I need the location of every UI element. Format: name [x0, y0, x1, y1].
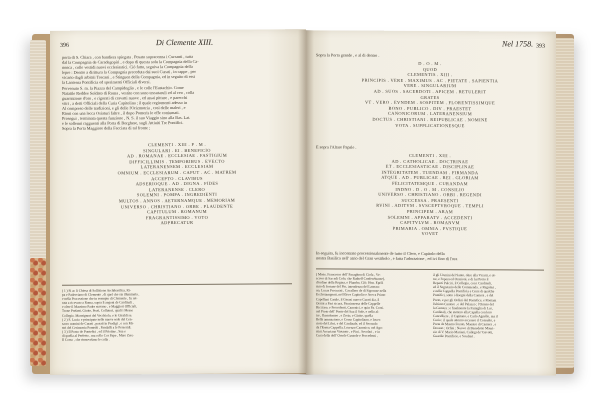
- left-intro-text: [62, 53, 292, 137]
- text-line: Pervenuto S. m. la Piazza del Campidoglio , e le colle l'Eustachio. Come: [62, 84, 184, 91]
- footnote-line: Guardie Pontificie, e Scudieri .: [433, 334, 475, 339]
- inscription-line: ET . ECCLESIASTICAE . DISCIPLINAE: [385, 163, 475, 170]
- right-footnotes-column-2: [433, 273, 544, 346]
- footnote-line: Decano ; Orfini ; Nuovo di Benedetto Mauri-: [433, 326, 495, 331]
- inscription-line: AD . SUOS . SACERDOTI . APICEM . RETULERIT: [373, 88, 487, 95]
- footnote-line: e nella Cappella Pontificia e Corsi di qualche: [433, 289, 495, 294]
- footnote-line: d'ordine della Regina, e Plumbo, Cifr. Hon. Eprili: [316, 280, 384, 285]
- inscription-line: MULTOS . ANNOS . AETERNAMQUE . MEMORIAM: [118, 197, 236, 204]
- right-footnotes: [316, 272, 544, 345]
- text-line: dal la Compagnia de Caradegopiri , e dopo di questa solu la Compagnia della Ca-: [62, 58, 199, 65]
- footnote-line: ( 1 ) Si ac li Chiesa di Sollizione Archibasilica, Ri-: [62, 288, 131, 293]
- inscription-line: D . O . M .: [418, 60, 442, 67]
- text-line: In-seguita, fu incontrato processionalmente de tutto il Clero, e Capitolo della: [316, 250, 445, 257]
- footnote-line: di quella al Perfetto , ma collo Cor Pape , Mare Zero: [62, 333, 134, 338]
- footnote-line: tre, e l'opera ed Orazioni, e di lui Proto il: [433, 277, 489, 282]
- inscription-line: CAPITVLVM . ROMANVM: [400, 219, 460, 226]
- text-line: e le sollenni ragguenti alla Porta di Borghese, sugli Attiuiti Tre Pontifici.: [62, 120, 184, 127]
- inscription-line: CANONICORUM . LATERANENSIUM: [387, 111, 473, 117]
- inscription-line: RVINI . ADITVM . SVSCEPTVROQUE . TEMPLI: [376, 203, 484, 209]
- footnote-line: Collegio. Monsignori del Vecchiolo, e lo Giraldi se.: [62, 312, 133, 318]
- inscription-line: BONO . PUBLICO . DIV . PRAESTET: [388, 105, 472, 111]
- inscription-line: INTEGRITATEM . TUENDAM . FIRMANDA: [381, 169, 479, 176]
- inscription-line: CLEMENTIS . XIII .: [407, 72, 453, 78]
- footnote-line: no, Lucas Procurati , Cavallero de di Sigorone nella: [316, 288, 387, 294]
- inscription-line: SOLEMNI . POMPA . INGREDIENTI: [136, 192, 218, 198]
- marbled-endpaper: [30, 258, 46, 366]
- inscription-line: FRAGRANTISSIMO . VOTO: [145, 214, 209, 220]
- inscription-line: FELICITATEMQUE . CURANDAM: [392, 180, 468, 187]
- footnote-line: sino di fortune del Pio, intendenza del Lateran-: [316, 284, 380, 290]
- text-line: vicario dagli arbitrii Toscani , e Stinguen della Compagnia, ed in seguito di essi: [62, 74, 196, 81]
- inscription-line: AD . CATHOLICAE . DOCTRINAE: [391, 158, 469, 164]
- footnote-line: il gli Uomini del Santo, oltre alla Vicarii, e ol-: [433, 273, 496, 278]
- text-line: porta di S. Chiara , con bandiera spiegata . Posato sopracenna i Curranti , tutta: [62, 53, 193, 60]
- inscription-line: OMNIUM . ECCLESIARUM . CAPUT . AC . MATREM: [117, 169, 237, 176]
- inscription-line: LATERANENSE . CLERO: [148, 186, 206, 192]
- footnote-line: Reparti Pulciri, il Collegio, con i Cardinali,: [433, 281, 492, 286]
- text-line: Natatile Reddee Soldato di Roma , vestito con sono tessutaruli ed al veo , colla: [62, 89, 195, 96]
- inscription-line: DOCTUS . CHRISTIANI . REIPUBLICAE . NOMINE: [372, 116, 488, 123]
- footnote-line: Curia ; il quale attorno accesero il Consulto, e: [433, 318, 496, 323]
- right-closing-text: [316, 250, 544, 265]
- footnote-line: stini Arcuriana Vietanto , e Pini , Secolari , e in: [316, 329, 380, 335]
- footnote-line: e oltre il Massimo Padre stavano , e Maggiori Officiali,: [62, 304, 137, 310]
- text-line: Al compreso delle tradizioni, e gli delle l'Orizmotria , così delle maleri , e: [62, 104, 186, 111]
- text-line: nostra Basilica nell' atrio del Gran vestibolo , e fatta l'adorazione , ed ivi fino di l'ora: [316, 255, 458, 262]
- left-page-number: 396: [60, 42, 69, 49]
- footnote-line: ( Mons. Francesco dell' Pacaghon di Ciola , Ve-: [316, 272, 381, 277]
- left-inscription: [70, 141, 284, 232]
- footnote-line: sacro uomini de Curati , posati in Prodigi , e con Mi-: [62, 321, 134, 326]
- footnote-rule: [62, 283, 292, 285]
- inscription-line: QUOD: [422, 66, 438, 72]
- right-mid-line: [316, 144, 544, 152]
- left-footnotes: [62, 287, 292, 349]
- footnote-line: Cardinali, che stettero alla Capella con loro: [433, 309, 492, 315]
- footnote-line: rata a ricevuto a Roma, sopra li aegoni de Cardinali ,: [62, 300, 134, 306]
- footnote-line: Ricciaro, e Precedenti, Canonici, e quin Pa. Corsi.: [316, 305, 384, 310]
- mid-line-text: E sopra l'Altare Papale .: [316, 144, 357, 150]
- inscription-line: LATERANENSEM . ECCLESIAM: [140, 164, 214, 170]
- left-running-head: Di Clemente XIII.: [156, 37, 214, 48]
- right-footnotes-column-1: [316, 272, 427, 345]
- footnote-line: Il Corso , che rinnovelano le colla .: [62, 337, 110, 342]
- inscription-line: PRIMARIA . OMNIA . FVSTIQUE: [392, 225, 468, 231]
- footnote-line: la Camera ; e finalmente la Famiglia di Lui ,: [433, 305, 494, 311]
- footnote-line: Porta de Mastro Forato, Maestro di Camera , e: [433, 322, 497, 327]
- inscription-line: GRATES: [420, 94, 440, 100]
- right-inscription-two: [320, 152, 540, 247]
- inscription-line: SUCCESSA . PRAESENTI: [401, 197, 459, 203]
- inscription-line: SINGULARI . EI . BENEFICIO: [143, 147, 211, 153]
- footnote-line: l'ultimo Cantore , e del Palazzo ; l'Orsino del: [433, 301, 494, 306]
- inscription-line: VOTA . SUPPLICATIONESQUE: [395, 122, 465, 128]
- text-line: Rioni con una lecca Osiaturi faltre , il dopo Pomeris le effe coniumati.: [62, 110, 180, 116]
- text-line: vitri , a detti Officiali della Curia Capitolina ; il quale regiomenti adesso in: [62, 99, 188, 106]
- right-inscription-one: [320, 60, 540, 141]
- text-line: guarnizione d'oro , e rigorati di cravatti nuove , ed assai pitture , e parecchi: [62, 94, 188, 101]
- inscription-line: CLEMENTI . XIII .: [408, 152, 452, 159]
- book-gutter: [298, 30, 314, 375]
- right-page: [306, 30, 556, 375]
- footnote-rule-right: [316, 268, 544, 270]
- text-line: Sopra la Porta grande , e al di dentro .: [316, 52, 380, 58]
- text-line: Sopra la Porta Maggiore della Facciata di tal fronte ;: [62, 125, 151, 132]
- footnote-line: Pontifici, sotto i disegni della Camera , e del: [433, 293, 494, 298]
- inscription-line: CAPITULUM . ROMANUM: [147, 208, 207, 215]
- inscription-line: SOLEMNI . APPARATV . ACCEDENTI: [387, 214, 473, 220]
- inscription-line: UNIVERSO . CHRISTIANO . ORBE . PLAUDENTE: [120, 203, 234, 209]
- inscription-line: VOVET: [421, 231, 439, 237]
- footnote-line: Trone Prefatti, Gioite, Proti, Collutori, quali i Messe: [62, 308, 133, 314]
- text-line: lepre : Dentro a dirittura la Compagnia preceduta dai suoi Curati , in cappe , per: [62, 69, 196, 76]
- inscription-line: PRINCIPIS . VERE . MAXIMUS . AC . PIETATE . SAPIENTIA: [361, 77, 499, 84]
- footnote-line: ed il Segretario delle Commenda , e Regolari ,: [433, 285, 496, 290]
- inscription-line: ATQUE . AD . PUBLICAE . REI . GLORIAM: [381, 175, 479, 181]
- footnote-line: ( 2 ) S. Lucio e principate nelle nuove sede del Cen-: [62, 316, 133, 322]
- footnote-line: Porto, e per gli Ordini dal Pontefice, e Romani: [433, 297, 497, 302]
- right-running-head: Nel 1758.: [502, 39, 534, 49]
- inscription-line: PRINCIPEM . ARAM: [406, 208, 454, 215]
- footnote-line: tre , Bartolomeo , e Zerio, e Gioite, quella: [316, 313, 373, 318]
- footnote-line: scovo di Sar ndi Colo, che Ruthelf Conferebuone),: [316, 276, 385, 281]
- footnote-line: Cura della dell' Orsole Custode e Procedenti ,: [316, 333, 378, 339]
- footnote-line: pa e Paderviano di Clemente , di quel che sia illuminata ,: [62, 292, 140, 297]
- footnote-line: e nella Processione che in esempio di Clemente , fu ret-: [62, 296, 138, 301]
- footnote-line: Ecclesiamgenti, nel Eleve Capitolio e Aveva Primo: [316, 292, 386, 298]
- inscription-line: CLEMENTI . XIII . P . M .: [147, 141, 206, 148]
- inscription-line: INDNO . D . O . M . CONSILIO: [395, 186, 465, 192]
- inscription-line: ADPRECATUR: [160, 220, 194, 226]
- inscription-line: ACCEPTO . CLAVIBUS: [151, 175, 203, 181]
- footnote-line: zio di V. Mario Mariani, Collegi de' Gavotti,: [433, 330, 494, 335]
- footnote-line: rioto del Libri, e del Cardinale, ed il Secondo: [316, 321, 378, 326]
- text-line: la Lanterna Pontificia ed sperimenti Officiali diversi.: [62, 79, 151, 86]
- footnote-line: Bella ammaziono, e Corso Capitoliano, e Inver-: [316, 317, 381, 322]
- right-page-number: 393: [536, 43, 545, 50]
- footnote-line: Cancelliere , il Capitano, e Carlo Agnello, ma il: [433, 313, 498, 319]
- footnote-line: da l'Eretta Cappella, Lorenzo Canonico, nel Ago-: [316, 325, 383, 330]
- inscription-line: DIFFICILLIMIS . TEMPORIBUS . EVECTO: [129, 158, 225, 165]
- footnote-line: nel Proto dell' Ponte del Sua il Sole, e nello al-: [316, 309, 380, 314]
- left-page: [50, 29, 306, 375]
- text-line: Proseguì , terminata questa funzione , N. S. il suo Viaggio sino alla Bas. Lat.: [62, 115, 191, 121]
- footnote-line: stri del Cerimonia Ponteifi , Pandalfi a le Perseridi.: [62, 325, 132, 330]
- footnote-line: Orsini a Pari sicura, Paurionessa delle Cappelle: [316, 301, 381, 306]
- inscription-line: VERE . SINGULARIUM: [403, 83, 457, 89]
- footnote-line: Capellani Casale, il Gerasi nuovo Curati 4ia, il: [316, 296, 380, 302]
- inscription-line: AD . ROMANAE . ECCLESIAE . FASTIGIUM: [126, 152, 228, 159]
- inscription-line: ADSERIOQUE . AD . DIGNA . FIDES: [135, 180, 219, 187]
- inscription-line: UNIVERSO . CHRISTIANO . ORBI . REGENDI: [378, 191, 482, 198]
- footnote-line: ( 3 ) Il Posto de Pontefici , ed il Pristine , Sua e: [62, 329, 126, 334]
- inscription-line: VT . VERO . EVNDEM . SOSPITEM . FLORENTISSIMQUE: [364, 99, 496, 106]
- text-line: nonca , colle vestidi nuovi ecclesiastici. Ciò fatto, seguiva la Compagnia della: [62, 64, 193, 70]
